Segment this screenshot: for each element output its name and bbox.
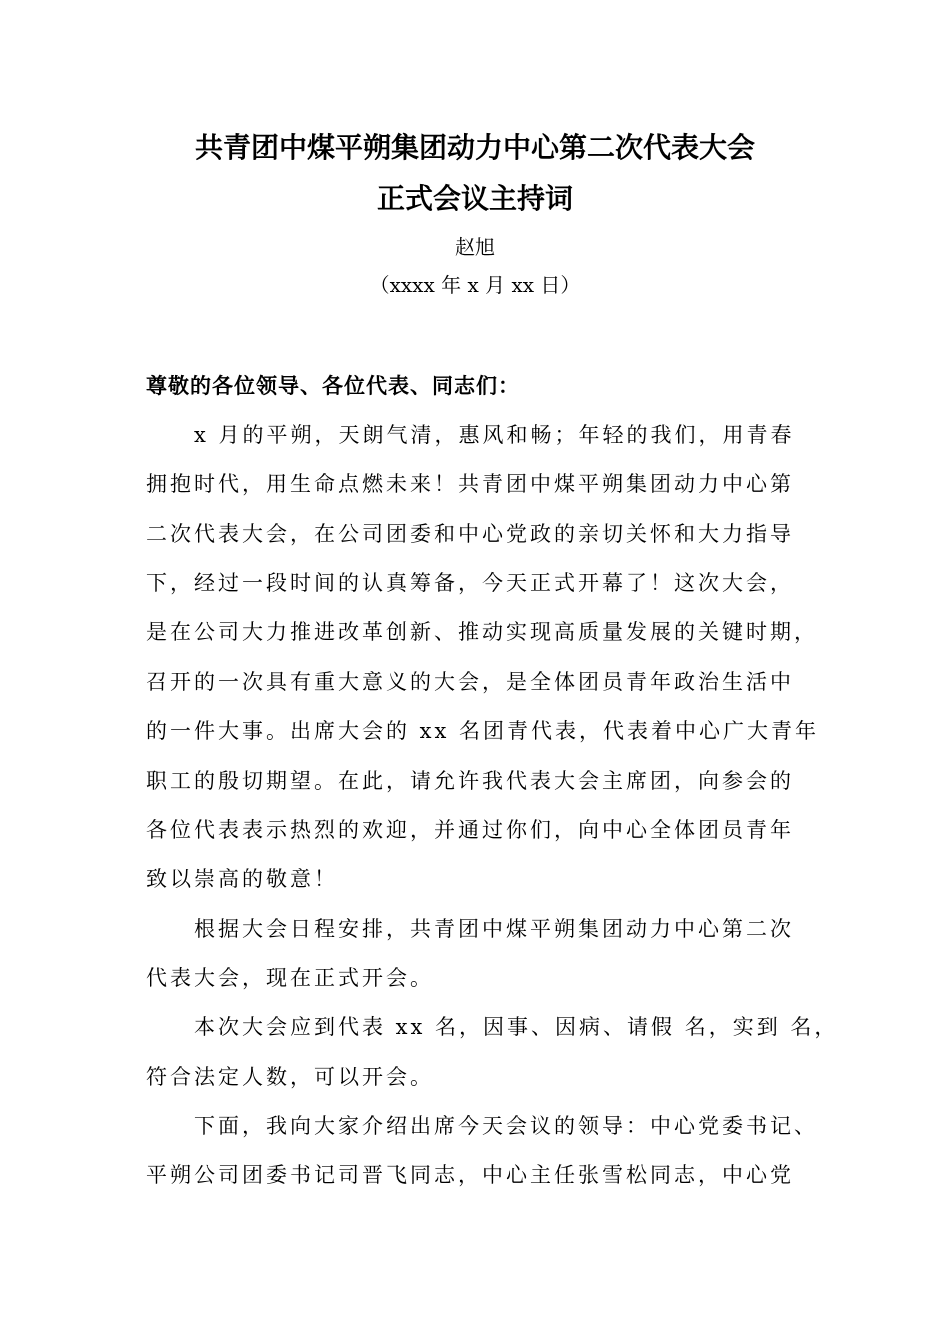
- body-line: 拥抱时代，用生命点燃未来！共青团中煤平朔集团动力中心第: [146, 472, 794, 496]
- body-line: 根据大会日程安排，共青团中煤平朔集团动力中心第二次: [194, 917, 794, 941]
- body-line: x 月的平朔，天朗气清，惠风和畅；年轻的我们，用青春: [194, 423, 795, 447]
- document-title-line-2: 正式会议主持词: [376, 182, 573, 215]
- body-line: 本次大会应到代表 xx 名，因事、因病、请假 名，实到 名，: [194, 1015, 839, 1039]
- body-line: 各位代表表示热烈的欢迎，并通过你们，向中心全体团员青年: [146, 818, 794, 842]
- body-line: 召开的一次具有重大意义的大会，是全体团员青年政治生活中: [146, 670, 794, 694]
- body-line: 二次代表大会，在公司团委和中心党政的亲切关怀和大力指导: [146, 522, 794, 546]
- body-line: 的一件大事。出席大会的 xx 名团青代表，代表着中心广大青年: [146, 719, 820, 743]
- author-name: 赵旭: [455, 235, 495, 259]
- body-line: 下，经过一段时间的认真筹备，今天正式开幕了！这次大会，: [146, 571, 794, 595]
- document-date: （xxxx 年 x 月 xx 日）: [369, 273, 581, 297]
- body-line: 符合法定人数，可以开会。: [146, 1065, 434, 1089]
- salutation: 尊敬的各位领导、各位代表、同志们：: [146, 373, 520, 398]
- body-line: 致以崇高的敬意！: [146, 867, 338, 891]
- body-line: 下面，我向大家介绍出席今天会议的领导：中心党委书记、: [194, 1114, 818, 1138]
- body-line: 是在公司大力推进改革创新、推动实现高质量发展的关键时期，: [146, 620, 818, 644]
- body-line: 平朔公司团委书记司晋飞同志，中心主任张雪松同志，中心党: [146, 1163, 794, 1187]
- body-line: 代表大会，现在正式开会。: [146, 966, 434, 990]
- document-title-line-1: 共青团中煤平朔集团动力中心第二次代表大会: [194, 131, 755, 164]
- body-line: 职工的殷切期望。在此，请允许我代表大会主席团，向参会的: [146, 769, 794, 793]
